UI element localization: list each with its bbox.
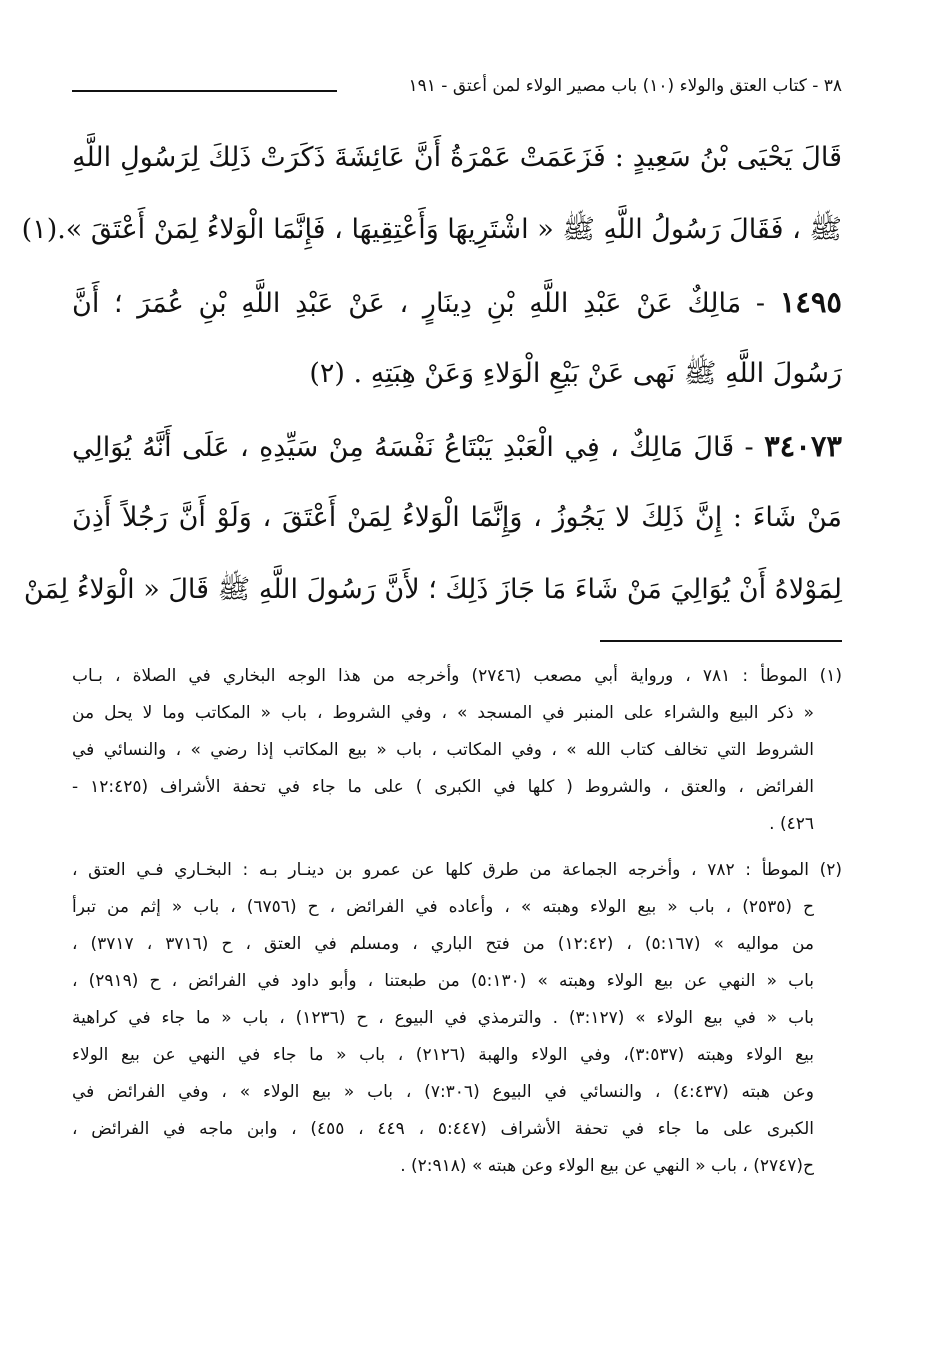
hadith-number: ١٤٩٥ (779, 285, 842, 319)
header-rule (72, 90, 337, 92)
footnote-1-line: « ذكر البيع والشراء على المنبر في المسجد » ، وفي الشروط ، باب « المكاتب وما لا يحل من (72, 703, 814, 723)
paragraph-34073-line (72, 410, 842, 482)
footnote-1-line: الشروط التي تخالف كتاب الله » ، وفي المكاتب ، باب « بيع المكاتب إذا رضي » ، والنسائي في (72, 740, 814, 760)
footnotes (72, 658, 842, 1185)
footnote-2-line: بيع الولاء وهبته (٣:٥٣٧)، وفي الولاء والهبة (٢١٢٦) ، باب « ما جاء في النهي عن بيع الولاء (72, 1045, 814, 1065)
text-line: قَالَ يَحْيَى بْنُ سَعِيدٍ : فَزَعَمَتْ عَمْرَةُ أَنَّ عَائِشَةَ ذَكَرَتْ ذَلِكَ لِرَسُولِ اللَّهِ (72, 142, 842, 173)
text-line: مَنْ شَاءَ : إِنَّ ذَلِكَ لا يَجُوزُ ، وَإِنَّمَا الْوَلاءُ لِمَنْ أَعْتَقَ ، وَلَوْ أَنَّ رَجُلاً أَذِنَ (72, 502, 842, 533)
footnote-1-line: (١) الموطأ : ٧٨١ ، ورواية أبي مصعب (٢٧٤٦) وأخرجه من هذا الوجه البخاري في الصلاة ، بـاب (72, 666, 843, 686)
footnote-1-line: الفرائض ، والعتق ، والشروط ( كلها في الكبرى ) على ما جاء في تحفة الأشراف (١٢:٤٢٥ - (72, 777, 815, 797)
footnote-separator (600, 640, 842, 642)
text-line: ﷺ ، فَقَالَ رَسُولُ اللَّهِ ﷺ « اشْتَرِيهَا وَأَعْتِقِيهَا ، فَإِنَّمَا الْوَلاءُ لِمَنْ أَعْتَقَ ».(١) (21, 214, 842, 245)
footnote-gap (72, 843, 842, 852)
footnote-1-line: ٤٢٦) . (769, 814, 814, 834)
text-line: رَسُولَ اللَّهِ ﷺ نَهى عَنْ بَيْعِ الْوَلاءِ وَعَنْ هِبَتِهِ . (٢) (309, 358, 842, 389)
hadith-text: - مَالِكٌ عَنْ عَبْدِ اللَّهِ بْنِ دِينَارٍ ، عَنْ عَبْدِ اللَّهِ بْنِ عُمَرَ ؛ أَنَّ (72, 288, 780, 319)
header-title: ٣٨ - كتاب العتق والولاء (١٠) باب مصير الولاء لمن أعتق - ١٩١ (408, 76, 842, 96)
hadith-1495-line (72, 266, 842, 338)
footnote-2-line: وعن هبته (٤:٤٣٧) ، والنسائي في البيوع (٧:٣٠٦) ، باب « بيع الولاء » ، وفي الفرائض في (72, 1082, 815, 1102)
running-header (72, 74, 842, 108)
text-line: لِمَوْلاهُ أَنْ يُوَالِيَ مَنْ شَاءَ مَا جَازَ ذَلِكَ ؛ لأَنَّ رَسُولَ اللَّهِ ﷺ قَالَ « الْوَلاءُ لِمَنْ (23, 574, 842, 605)
footnote-2-line: ح(٢٧٤٧) ، باب « النهي عن بيع الولاء وعن هبته » (٢:٩١٨) . (400, 1156, 814, 1176)
paragraph-text: - قَالَ مَالِكٌ ، فِي الْعَبْدِ يَبْتَاعُ نَفْسَهُ مِنْ سَيِّدِهِ ، عَلَى أَنَّهُ يُوَالِي (72, 432, 765, 463)
footnote-2-line: من مواليه » (٥:١٦٧) ، (١٢:٤٢) من فتح الباري ، ومسلم في العتق ، ح (٣٧١٦ ، ٣٧١٧) ، (72, 934, 815, 954)
footnote-2-line: الكبرى على ما جاء في تحفة الأشراف (٥:٤٤٧ ، ٤٤٩ ، ٤٥٥) ، وابن ماجه في الفرائض ، (72, 1119, 815, 1139)
footnote-2-line: (٢) الموطأ : ٧٨٢ ، وأخرجه الجماعة من طرق كلها عن عمرو بن دينـار بـه : البخـاري فـي العتق ، (72, 860, 842, 880)
footnote-2-line: باب « في بيع الولاء » (٣:١٢٧) . والترمذي في البيوع ، ح (١٢٣٦) ، باب « ما جاء في كراهية (72, 1008, 814, 1028)
footnote-2-line: باب « النهي عن بيع الولاء وهبته » (٥:١٣٠) من طبعتنا ، وأبو داود في الفرائض ، ح (٢٩١٩) ، (72, 971, 815, 991)
footnote-2-line: ح (٢٥٣٥) ، باب « بيع الولاء وهبته » ، وأعاده في الفرائض ، ح (٦٧٥٦) ، باب « إثم من تبرأ (72, 897, 814, 917)
main-text (21, 122, 842, 626)
paragraph-number: ٣٤٠٧٣ (764, 429, 842, 463)
